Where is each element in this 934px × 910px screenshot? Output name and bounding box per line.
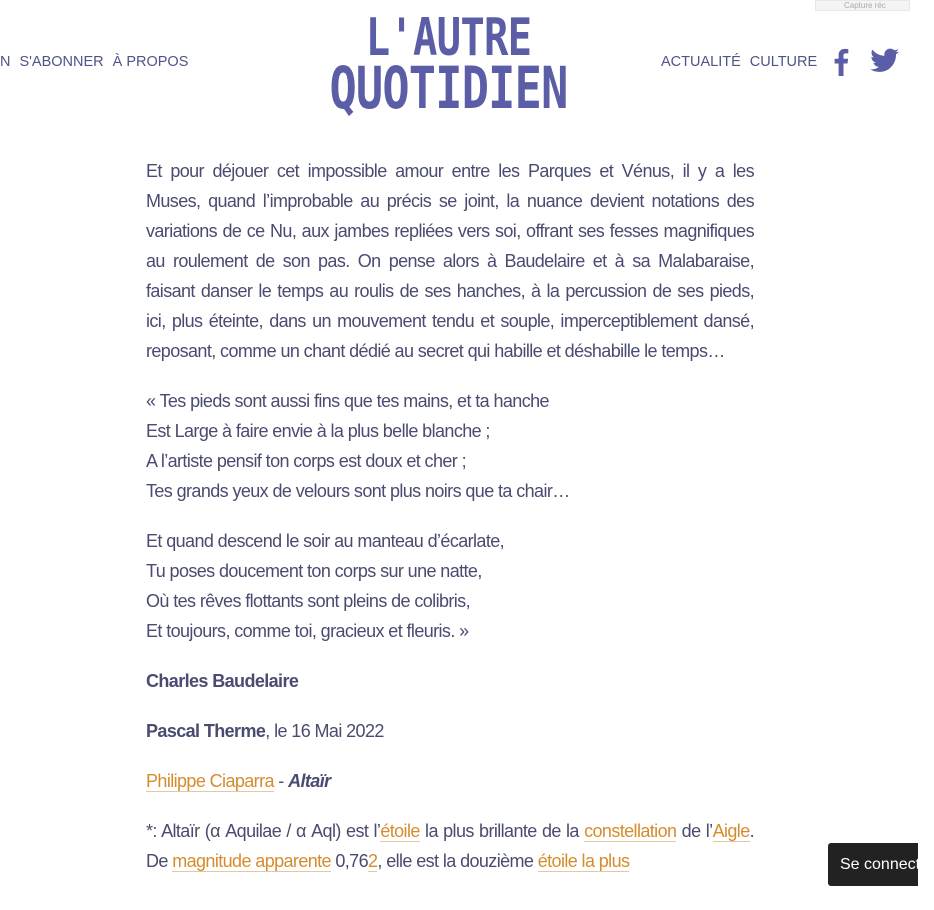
poem-line: Tu poses doucement ton corps sur une natte,	[146, 561, 482, 581]
screen-capture-tab[interactable]: Capture réc	[815, 0, 910, 11]
logo-line-2: QUOTIDIEN	[329, 54, 568, 122]
link-magnitude[interactable]: magnitude apparente	[172, 851, 331, 871]
poem-line: Tes grands yeux de velours sont plus noirs que ta chair…	[146, 481, 570, 501]
link-etoile-plus[interactable]: étoile la plus	[537, 851, 630, 871]
publish-date: , le 16 Mai 2022	[265, 721, 384, 741]
footnote-text: de l’	[676, 821, 713, 841]
poem-line: Et quand descend le soir au manteau d’écarlate,	[146, 531, 505, 551]
nav-item-culture[interactable]: CULTURE	[749, 54, 818, 70]
image-credit	[146, 766, 754, 796]
footnote-text: 0,76	[330, 851, 368, 871]
poem-line: « Tes pieds sont aussi fins que tes mains, et ta hanche	[146, 391, 549, 411]
link-aigle[interactable]: Aigle	[712, 821, 750, 841]
facebook-icon[interactable]	[833, 48, 849, 76]
link-constellation[interactable]: constellation	[584, 821, 677, 841]
poet-name: Charles Baudelaire	[146, 671, 299, 691]
footnote-text: . De	[146, 821, 755, 871]
byline	[146, 716, 754, 746]
footnote-text: la plus brillante de la	[419, 821, 585, 841]
footnote-text: *: Altaïr (α Aquilae / α Aql) est l’	[146, 821, 381, 841]
article-body	[146, 156, 754, 896]
poem-line: Et toujours, comme toi, gracieux et fleuris. »	[146, 621, 469, 641]
twitter-icon[interactable]	[870, 48, 900, 74]
artist-link[interactable]: Philippe Ciaparra	[146, 771, 274, 791]
credit-separator: -	[273, 771, 289, 791]
nav-right	[661, 54, 826, 70]
nav-item-about[interactable]: À PROPOS	[112, 54, 189, 70]
nav-item-subscribe[interactable]: S'ABONNER	[19, 54, 104, 70]
link-reference[interactable]: 2	[368, 851, 378, 871]
login-button[interactable]: Se connecter	[828, 843, 918, 886]
poem-line: Où tes rêves flottants sont pleins de colibris,	[146, 591, 470, 611]
footnote-text: , elle est la douzième	[377, 851, 538, 871]
nav-item-news[interactable]: ACTUALITÉ	[661, 54, 741, 70]
poem-line: Est Large à faire envie à la plus belle blanche ;	[146, 421, 490, 441]
link-etoile[interactable]: étoile	[380, 821, 420, 841]
nav-item-truncated[interactable]: N	[0, 54, 11, 70]
artwork-title: Altaïr	[288, 771, 331, 791]
poem-line: A l’artiste pensif ton corps est doux et cher ;	[146, 451, 466, 471]
logo-line-1: L'AUTRE	[365, 8, 532, 68]
footnote	[146, 816, 754, 876]
author-name: Pascal Therme	[146, 721, 266, 741]
article-paragraph: Et pour déjouer cet impossible amour entre les Parques et Vénus, il y a les Muses, quand l’improbable au précis se joint, la nuance devient notations des variations de ce Nu, aux jambes repliées vers soi, offrant ses fesses magnifiques au roulement de son pas. On pense alors à Baudelaire et à sa Malabaraise, faisant danser le temps au roulis de ses hanches, à la percussion de ses pieds, ici, plus éteinte, dans un mouvement tendu et souple, imperceptiblement dansé, reposant, comme un chant dédié au secret qui habille et déshabille le temps…	[146, 161, 754, 361]
